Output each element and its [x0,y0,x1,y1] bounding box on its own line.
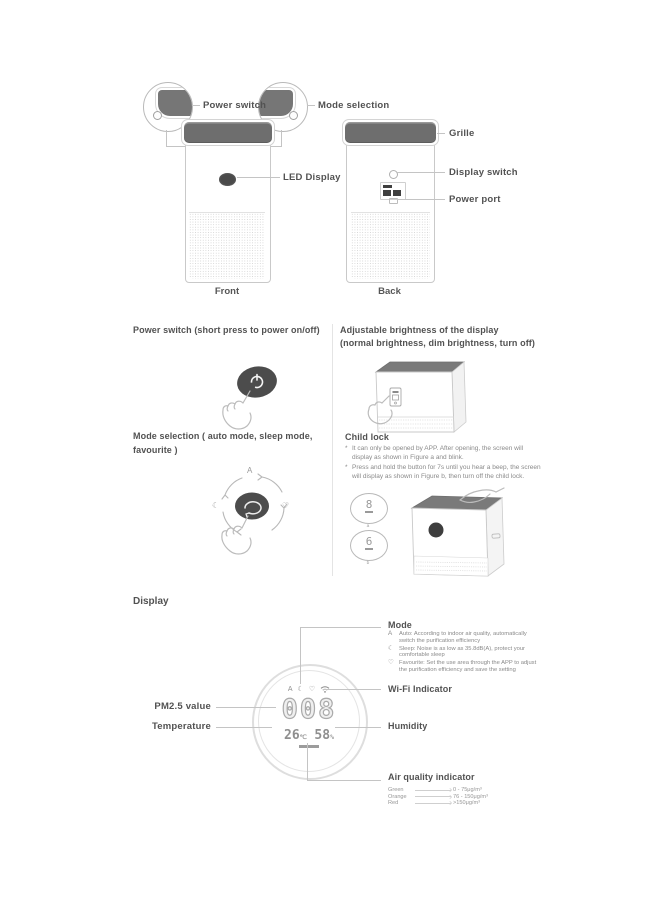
display-switch-label: Display switch [449,167,518,178]
callout-line [323,689,381,690]
pm25-label: PM2.5 value [154,701,211,712]
callout-line [300,627,301,684]
arrow-line-icon [415,796,451,797]
led-display [219,173,236,186]
grille-label: Grille [449,128,475,139]
callout-line [307,105,315,106]
sleep-mode-icon: ☾ [212,501,220,510]
callout-line [192,105,200,106]
aq-level-red [388,800,488,807]
wifi-indicator-label: Wi-Fi Indicator [388,684,452,694]
display-section-title: Display [133,596,169,607]
callout-line [237,177,280,178]
grille-corner-detail [158,90,193,116]
humidity-unit: % [330,733,334,741]
aq-level-orange [388,794,488,801]
sticker-mark [383,185,392,188]
brightness-device-illustration [352,356,477,436]
mode-selection-heading-line2: favourite ) [133,445,178,455]
auto-mode-icon: A [247,466,253,475]
temp-humidity-row [259,726,359,744]
mode-descriptions [388,631,539,675]
display-screen [258,670,360,772]
aq-level-value: >150μg/m³ [453,800,481,807]
mode-selection-heading-line1: Mode selection ( auto mode, sleep mode, [133,431,313,441]
aq-level-name: Orange [388,793,407,800]
arrow-line-icon [415,803,451,804]
mode-selection-illustration [192,468,317,568]
child-lock-figure-b [350,530,388,561]
sleep-icon: ☾ [297,685,304,693]
bullet-marker: * [345,464,348,471]
callout-line [300,627,381,628]
child-lock-figure-a [350,493,388,524]
bullet-text: Press and hold the button for 7s until you hear a beep, the screen will display as shown in Figure b, then turn off the child lock. [352,464,541,480]
mode-item-text: Sleep: Noise is as low as 35.8dB(A), protect your comfortable sleep [399,645,525,659]
child-lock-title: Child lock [345,432,390,442]
callout-line [166,146,187,147]
air-quality-bar [299,745,319,748]
aq-level-name: Red [388,800,399,807]
figure-b-bar [365,548,373,550]
temperature-label: Temperature [151,721,211,732]
front-grille [181,119,275,146]
temperature-unit: ℃ [299,733,307,741]
mode-item-text: Auto: According to indoor air quality, automatically switch the purification efficiency [399,631,527,644]
callout-line [307,780,381,781]
figure-a-glyph: 8 [365,498,373,511]
callout-line [166,130,167,147]
callout-line [437,133,445,134]
front-grille-dark [184,122,272,143]
mode-cycle-illustration [192,468,317,568]
figure-a-bar [365,511,373,513]
child-lock-bullet-2 [345,463,542,481]
pm25-reading: 008 [281,694,337,725]
humidity-reading: 58 [314,728,331,743]
sticker-mark [383,190,391,196]
favourite-icon: ♡ [388,659,394,667]
child-lock-illustration [398,486,516,588]
favourite-mode-icon: ♡ [282,501,290,510]
front-caption: Front [214,286,240,297]
back-grille [342,119,439,146]
back-caption: Back [378,286,401,297]
brightness-heading-line1: Adjustable brightness of the display [340,325,499,335]
back-mesh [351,212,430,279]
power-switch-label: Power switch [203,100,267,111]
aq-level-value: 76 - 150μg/m³ [453,793,488,800]
callout-line [281,130,282,147]
power-switch-button-icon [153,111,162,120]
aq-level-green [388,787,488,794]
mode-selection-button-icon [289,111,298,120]
callout-line [335,727,381,728]
callout-line [216,707,276,708]
mode-item-sleep [388,646,539,660]
child-lock-bullet-1 [345,444,542,462]
back-grille-dark [345,122,436,143]
column-divider [332,324,333,576]
brightness-illustration [352,356,477,436]
mode-item-auto [388,631,539,645]
callout-line [216,727,272,728]
brightness-heading-line2: (normal brightness, dim brightness, turn off) [340,338,536,348]
auto-icon: A [287,685,293,693]
power-switch-heading: Power switch (short press to power on/off) [133,325,320,335]
sleep-icon: ☾ [388,644,394,652]
hand-press-illustration [195,358,305,436]
power-port-label: Power port [449,194,501,205]
mode-item-text: Favourite: Set the use area through the APP to adjust the purification efficiency and save the setting [399,660,537,673]
led-display-label: LED Display [283,172,341,183]
front-mesh [189,212,265,279]
aq-level-value: 0 - 75μg/m³ [453,787,482,794]
air-quality-label: Air quality indicator [388,772,475,782]
auto-icon: A [388,630,393,637]
child-lock-device-illustration [398,486,516,588]
sticker-mark [393,190,401,196]
humidity-label: Humidity [388,721,428,731]
callout-line [397,172,445,173]
figure-b-glyph: 6 [365,535,373,548]
temperature-reading: 26 [284,728,300,743]
mode-selection-label: Mode selection [318,100,390,111]
air-quality-legend [388,787,488,807]
callout-line [397,199,445,200]
figure-b-label: b [366,561,370,566]
callout-line [307,743,308,780]
aq-level-name: Green [388,787,404,794]
mode-callout-label: Mode [388,620,412,630]
child-lock-notes [345,444,542,482]
bullet-text: It can only be opened by APP. After opening, the screen will display as shown in Figure a and blink. [352,445,524,461]
favourite-icon: ♡ [308,685,316,693]
figure-a-label: a [366,524,370,529]
power-switch-illustration [195,358,305,436]
mode-item-favourite [388,660,539,674]
arrow-line-icon [415,790,451,791]
bullet-marker: * [345,445,348,452]
